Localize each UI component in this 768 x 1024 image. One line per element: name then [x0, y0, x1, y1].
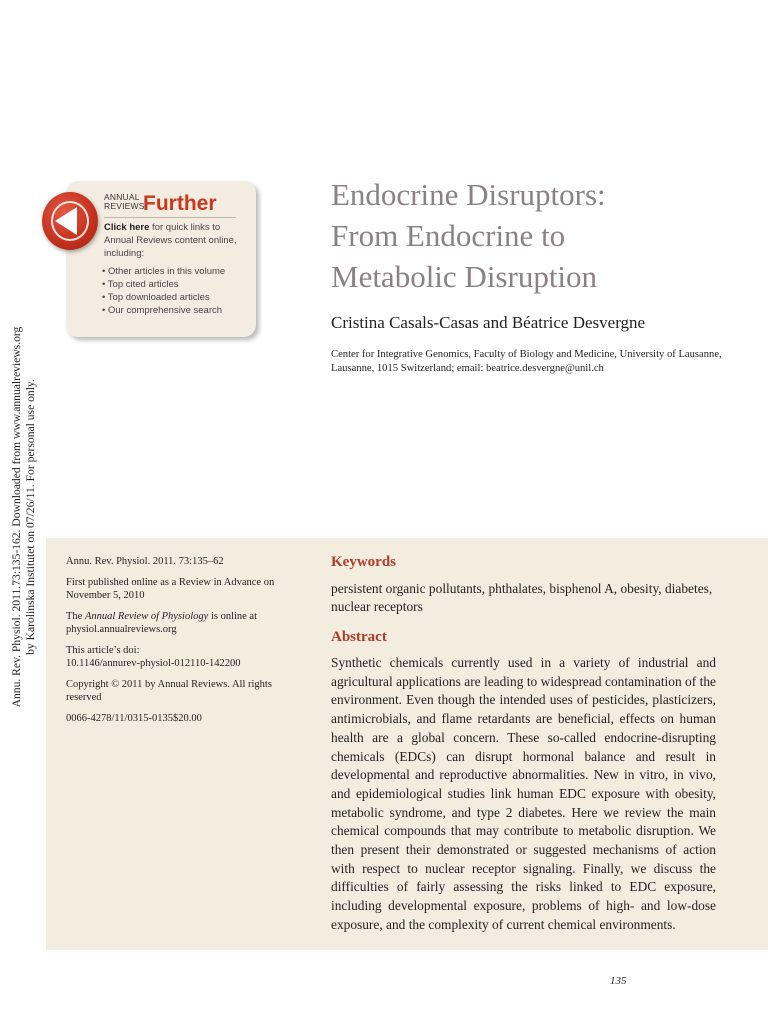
- abstract-heading: Abstract: [331, 629, 387, 645]
- affiliation: Center for Integrative Genomics, Faculty of Biology and Medicine, University of Lausanne, Lausanne, 1015 Switzerland; email: beatrice.desvergne@unil.ch: [331, 349, 722, 374]
- first-published: First published online as a Review in Advance on November 5, 2010: [66, 576, 275, 601]
- further-box[interactable]: [66, 181, 256, 337]
- further-intro: Click here for quick links to Annual Reviews content online, including:: [104, 222, 237, 259]
- annual-reviews-logo: ANNUAL REVIEWS: [104, 192, 145, 211]
- further-link-top-cited[interactable]: • Top cited articles: [102, 279, 179, 290]
- further-label: Further: [143, 192, 217, 215]
- online-note: The Annual Review of Physiology is online at physiol.annualreviews.org: [66, 610, 258, 635]
- doi: This article’s doi: 10.1146/annurev-physiol-012110-142200: [66, 644, 241, 669]
- page-number: 135: [610, 975, 627, 987]
- further-divider: [104, 217, 236, 218]
- citation: Annu. Rev. Physiol. 2011. 73:135–62: [66, 556, 224, 567]
- abstract-text: Synthetic chemicals currently used in a variety of industrial and agricultural applications are leading to widespread contamination of the environment. Even though the intended uses of pesticides, plasticizers, antimicrobials, and flame retardants are beneficial, effects on human health are a global concern. These so-called endocrine-disrupting chemicals (EDCs) can disrupt hormonal balance and result in developmental and reproductive abnormalities. New in vitro, in vivo, and epidemiological studies link human EDC exposure with obesity, metabolic syndrome, and type 2 diabetes. Here we review the main chemical compounds that may contribute to metabolic disruption. We then present their demonstrated or suggested mechanisms of action with respect to nuclear receptor signaling. Finally, we discuss the difficulties of fairly assessing the risks linked to EDC exposure, including developmental exposure, problems of high- and low-dose exposure, and the complexity of current chemical environments.: [331, 655, 716, 932]
- keywords-text: persistent organic pollutants, phthalates, bisphenol A, obesity, diabetes, nuclear receptors: [331, 581, 713, 614]
- back-arrow-icon[interactable]: [42, 192, 98, 250]
- further-link-top-downloaded[interactable]: • Top downloaded articles: [102, 292, 210, 303]
- article-title: Endocrine Disruptors: From Endocrine to Metabolic Disruption: [331, 177, 606, 294]
- copyright: Copyright © 2011 by Annual Reviews. All rights reserved: [66, 678, 272, 703]
- click-here-link[interactable]: Click here: [104, 222, 150, 233]
- article-metadata: [66, 555, 296, 732]
- download-watermark-line1: Annu. Rev. Physiol. 2011.73:135-162. Downloaded from www.annualreviews.org: [10, 326, 23, 708]
- further-link-other-articles[interactable]: • Other articles in this volume: [102, 266, 226, 277]
- download-watermark: [10, 307, 38, 727]
- further-link-search[interactable]: • Our comprehensive search: [102, 305, 223, 316]
- download-watermark-line2: by Karolinska Institutet on 07/26/11. For personal use only.: [24, 379, 37, 655]
- keywords-heading: Keywords: [331, 554, 396, 570]
- authors: Cristina Casals-Casas and Béatrice Desvergne: [331, 313, 646, 332]
- price-code: 0066-4278/11/0315-0135$20.00: [66, 712, 202, 724]
- further-links: [102, 265, 252, 317]
